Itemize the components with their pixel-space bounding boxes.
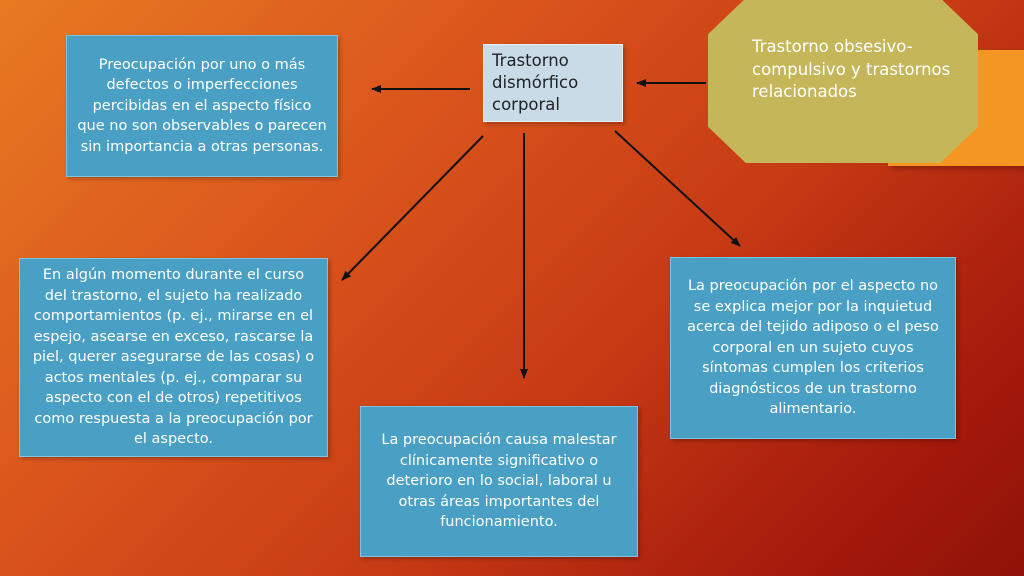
criterion-text-behaviors: En algún momento durante el curso del trastorno, el sujeto ha realizado comportamientos (p. ej., mirarse en el espejo, asearse en exceso, rascarse la piel, querer asegurarse de las cosas) o actos mentales (p. ej., comparar su aspecto con el de otros) repetitivos como respuesta a la preocupación por el aspecto. [32,267,315,448]
arrow-center-to-exclusion [615,131,740,246]
arrow-center-to-behaviors [342,136,483,280]
criterion-text-exclusion: La preocupación por el aspecto no se explica mejor por la inquietud acerca del tejido adiposo o el peso corporal en un sujeto cuyos síntomas cumplen los criterios diagnósticos de un trastorno alimentario. [687,278,939,418]
criterion-text-preoccupation: Preocupación por uno o más defectos o imperfecciones percibidas en el aspecto físico que no son observables o parecen sin importancia a otras personas. [77,56,327,155]
parent-category-label: Trastorno obsesivo-compulsivo y trastornos relacionados [752,37,951,101]
criterion-text-distress: La preocupación causa malestar clínicamente significativo o deterioro en lo social, laboral u otras áreas importantes del funcionamiento. [381,432,617,531]
center-node-label: Trastorno dismórfico corporal [492,51,579,114]
